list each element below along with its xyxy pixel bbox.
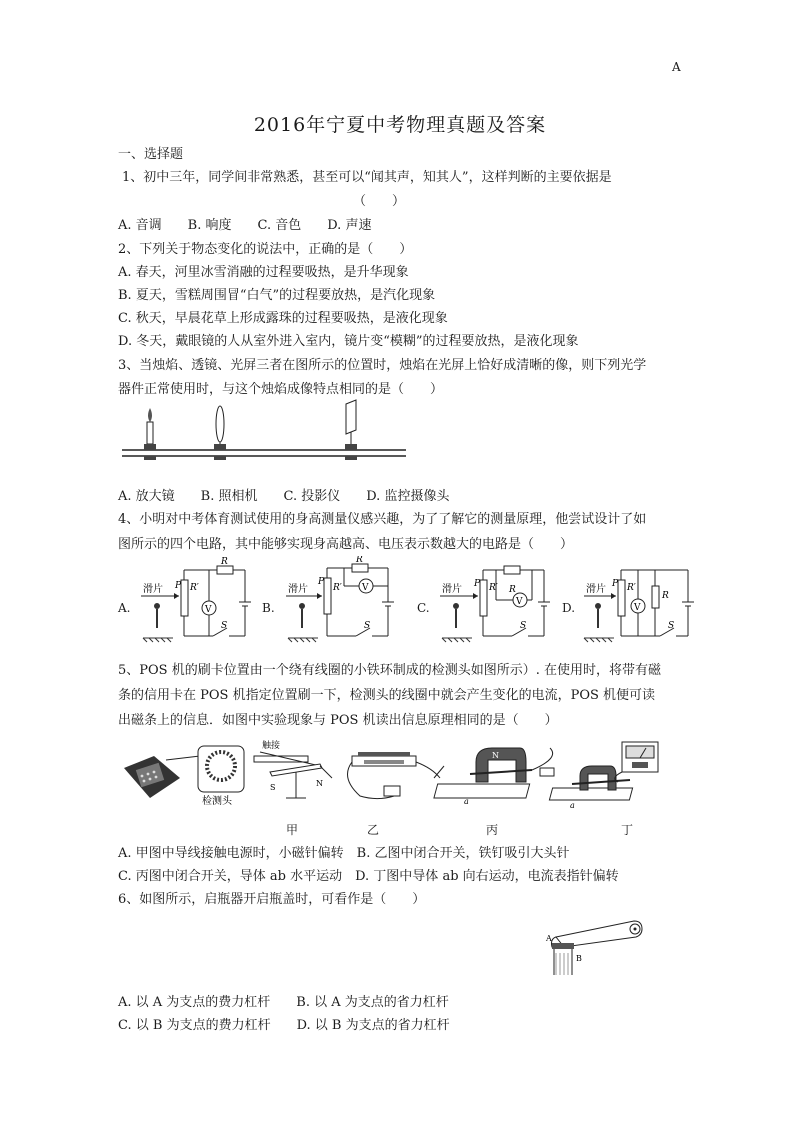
page-title: 2016年宁夏中考物理真题及答案: [253, 114, 547, 136]
svg-text:R′: R′: [489, 583, 498, 593]
svg-text:P: P: [474, 579, 481, 589]
svg-text:V: V: [516, 597, 523, 607]
pos-terminal-icon: [124, 756, 200, 798]
q2-option-d: D. 冬天，戴眼镜的人从室外进入室内，镜片变“模糊”的过程要放热，是液化现象: [118, 334, 579, 349]
q6-stem: 6、如图所示，启瓶器开启瓶盖时，可看作是（ ）: [118, 892, 426, 907]
q5-options-line2: C. 丙图中闭合开关，导体 ab 水平运动 D. 丁图中导体 ab 向右运动，电流表指针偏转: [118, 869, 619, 884]
candle-icon: [144, 408, 156, 460]
svg-text:P: P: [318, 577, 325, 587]
svg-text:N: N: [492, 751, 499, 760]
q4-stem-line1: 4、小明对中考体育测试使用的身高测量仪感兴趣，为了了解它的测量原理，他尝试设计了如: [118, 512, 647, 527]
q2-option-b: B. 夏天，雪糕周围冒“白气”的过程要放热，是汽化现象: [118, 288, 436, 303]
svg-text:R: R: [509, 585, 516, 595]
person-icon: [442, 603, 472, 642]
svg-text:S: S: [221, 621, 228, 631]
person-icon: [288, 603, 318, 642]
svg-text:A: A: [546, 934, 552, 943]
q5-stem-line3: 出磁条上的信息．如图中实验现象与 POS 机读出信息原理相同的是（ ）: [118, 713, 558, 728]
q4-stem-line2: 图所示的四个电路，其中能够实现身高越高、电压表示数越大的电路是（ ）: [118, 537, 574, 552]
q5-options-line1: A. 甲图中导线接触电源时，小磁针偏转 B. 乙图中闭合开关，铁钉吸引大头针: [118, 846, 570, 861]
svg-text:S: S: [668, 621, 675, 631]
svg-text:S: S: [270, 783, 276, 792]
q5-stem-line1: 5、POS 机的刷卡位置由一个绕有线圈的小铁环制成的检测头如图所示）. 在使用时，将带有磁: [118, 663, 661, 678]
q1-stem: 1、初中三年，同学间非常熟悉，甚至可以“闻其声，知其人”，这样判断的主要依据是: [122, 170, 612, 185]
svg-text:滑片: 滑片: [288, 584, 308, 595]
svg-text:V: V: [205, 605, 212, 615]
svg-text:P: P: [612, 579, 619, 589]
circuit-a-label: A.: [118, 601, 131, 615]
generator-experiment-icon: [549, 742, 658, 810]
svg-text:N: N: [316, 779, 323, 788]
svg-text:R′: R′: [627, 583, 636, 593]
compass-wire-experiment-icon: [254, 739, 332, 798]
optical-bench-figure: [120, 398, 410, 470]
svg-text:S: S: [364, 621, 371, 631]
svg-text:V: V: [634, 603, 641, 613]
q1-options: A. 音调 B. 响度 C. 音色 D. 声速: [118, 218, 372, 233]
svg-text:V: V: [362, 583, 369, 593]
light-screen-icon: [345, 400, 357, 460]
svg-text:滑片: 滑片: [143, 584, 163, 595]
q5-stem-line2: 条的信用卡在 POS 机指定位置刷一下，检测头的线圈中就会产生变化的电流，POS 机便可读: [118, 688, 656, 703]
figure-label-bing: 丙: [486, 823, 499, 837]
corner-mark: A: [672, 60, 681, 74]
circuit-a-figure: [133, 556, 258, 648]
q2-option-c: C. 秋天，早晨花草上形成露珠的过程要吸热，是液化现象: [118, 311, 448, 326]
convex-lens-icon: [214, 406, 226, 460]
q3-stem-line1: 3、当烛焰、透镜、光屏三者在图所示的位置时，烛焰在光屏上恰好成清晰的像，则下列光学: [118, 358, 647, 373]
svg-text:R: R: [221, 557, 228, 567]
circuit-b-label: B.: [262, 601, 275, 615]
q6-options-line1: A. 以 A 为支点的费力杠杆 B. 以 A 为支点的省力杠杆: [118, 995, 449, 1010]
motor-experiment-icon: [434, 748, 554, 806]
q1-answer-bracket: （ ）: [353, 194, 406, 209]
person-icon: [143, 603, 173, 642]
q2-option-a: A. 春天，河里冰雪消融的过程要吸热，是升华现象: [118, 265, 409, 280]
svg-text:滑片: 滑片: [442, 584, 462, 595]
circuit-b-figure: [278, 556, 403, 648]
circuit-d-label: D.: [562, 601, 576, 615]
q2-stem: 2、下列关于物态变化的说法中，正确的是（ ）: [118, 242, 413, 257]
person-icon: [584, 603, 614, 642]
detector-coil-icon: [198, 746, 244, 807]
figure-label-jia: 甲: [286, 823, 299, 837]
bottle-icon: [552, 943, 574, 975]
figure-label-yi: 乙: [367, 823, 380, 837]
svg-text:R′: R′: [333, 583, 342, 593]
svg-text:检测头: 检测头: [202, 796, 232, 807]
figure-label-ding: 丁: [621, 823, 634, 837]
circuit-c-figure: [432, 556, 557, 648]
svg-text:P: P: [175, 581, 182, 591]
q3-options: A. 放大镜 B. 照相机 C. 投影仪 D. 监控摄像头: [118, 489, 450, 504]
circuit-c-label: C.: [417, 601, 430, 615]
svg-text:a: a: [570, 801, 575, 810]
svg-text:B: B: [576, 954, 582, 963]
svg-text:S: S: [520, 621, 527, 631]
q3-stem-line2: 器件正常使用时，与这个烛焰成像特点相同的是（ ）: [118, 382, 444, 397]
svg-text:R′: R′: [190, 583, 199, 593]
pos-experiments-figure: [120, 738, 680, 818]
electromagnet-experiment-icon: [348, 752, 445, 799]
svg-text:滑片: 滑片: [586, 584, 606, 595]
svg-text:触接: 触接: [262, 741, 281, 751]
section-heading: 一、选择题: [118, 147, 184, 162]
svg-text:R: R: [662, 591, 669, 601]
circuit-d-figure: [576, 556, 701, 648]
svg-text:a: a: [464, 797, 469, 806]
svg-text:R: R: [356, 556, 363, 565]
bottle-opener-figure: [542, 913, 652, 977]
q6-options-line2: C. 以 B 为支点的费力杠杆 D. 以 B 为支点的省力杠杆: [118, 1018, 450, 1033]
